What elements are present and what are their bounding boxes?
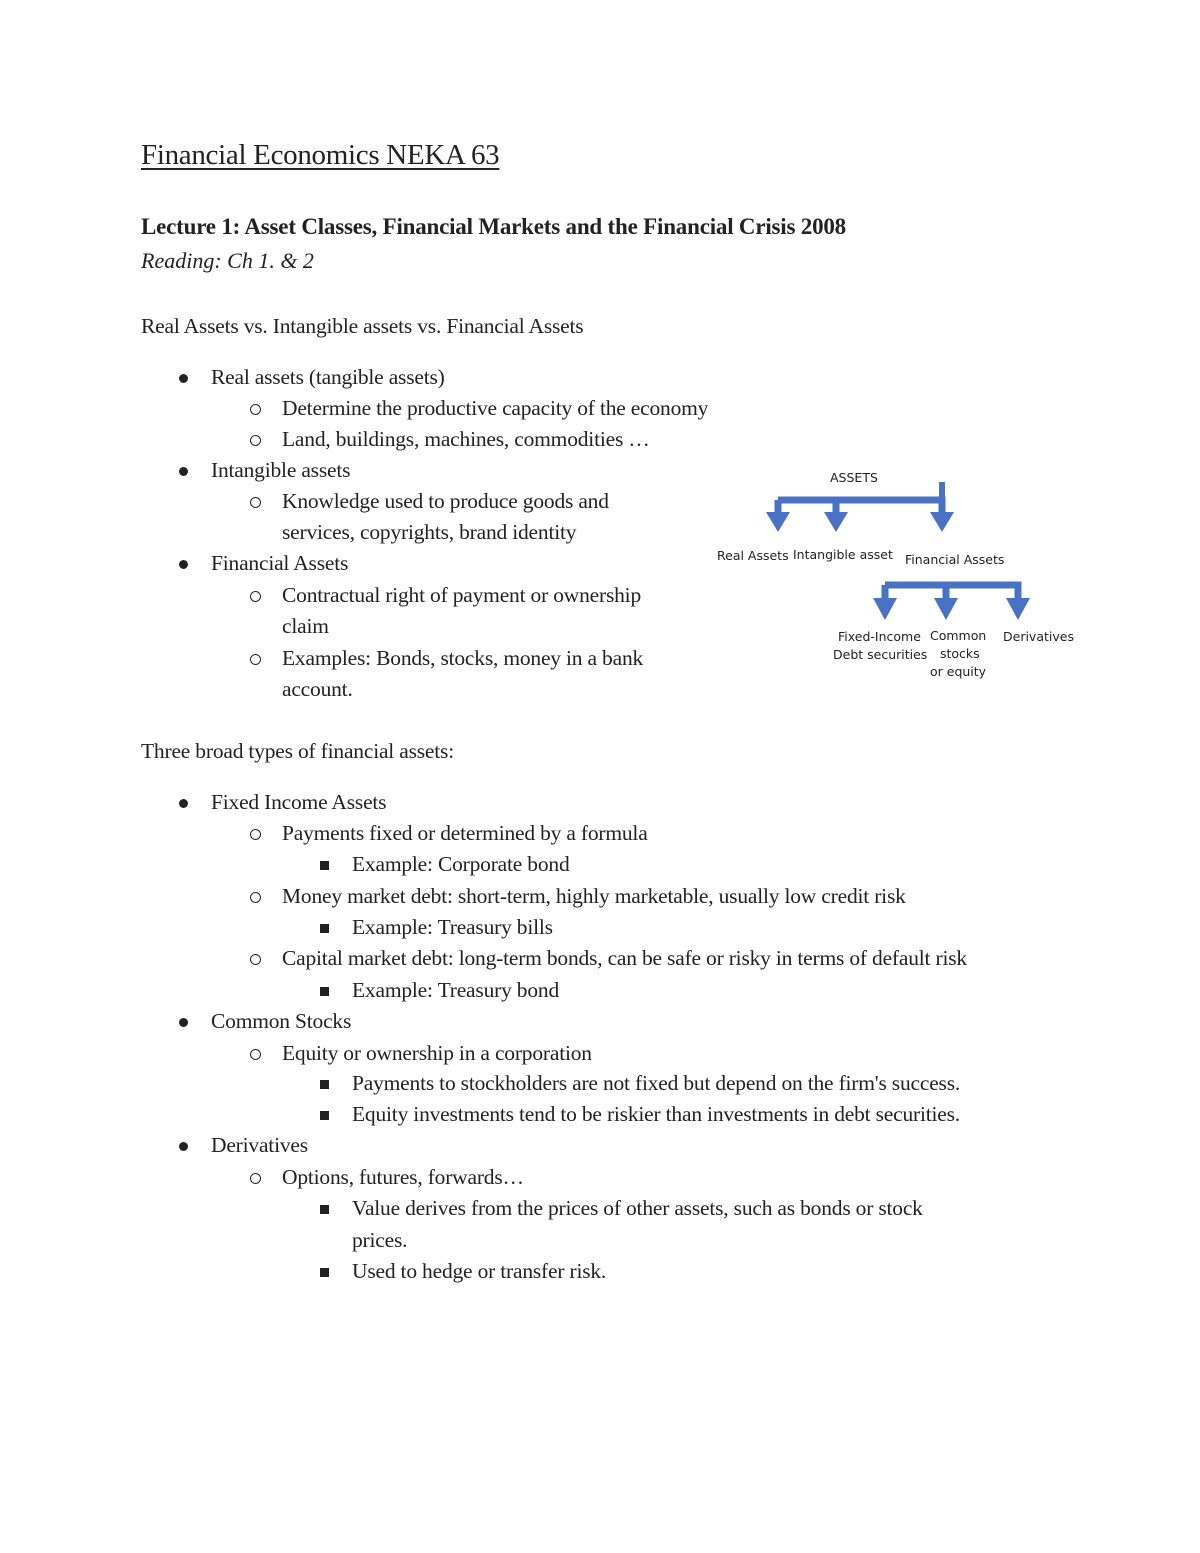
lecture-heading: Lecture 1: Asset Classes, Financial Markets and the Financial Crisis 2008 [141,214,846,239]
bullet-disc [179,1018,188,1027]
bullet-circle [250,829,261,840]
level2-arrows [873,585,1030,620]
bullet-circle [250,591,261,602]
list-item: Capital market debt: long-term bonds, can be safe or risky in terms of default risk [282,946,967,970]
list-item: Payments fixed or determined by a formula [282,821,648,845]
section2-intro: Three broad types of financial assets: [141,739,454,763]
list-item: Value derives from the prices of other assets, such as bonds or stock [352,1196,923,1220]
list-item: Contractual right of payment or ownership [282,583,642,607]
list-item: Examples: Bonds, stocks, money in a bank [282,646,644,670]
reading-note: Reading: Ch 1. & 2 [141,248,314,273]
list-item: Payments to stockholders are not fixed but depend on the firm's success. [352,1071,961,1095]
list-item: Money market debt: short-term, highly marketable, usually low credit risk [282,884,906,908]
bullet-circle [250,497,261,508]
diagram-stocks-label: stocks [940,646,980,661]
bullet-circle [250,892,261,903]
list-item-continuation: claim [282,614,329,638]
bullet-square [320,924,329,933]
list-item: Knowledge used to produce goods and [282,489,609,513]
list-item: Real assets (tangible assets) [211,365,445,389]
bullet-disc [179,1142,188,1151]
list-item-continuation: services, copyrights, brand identity [282,520,577,544]
document-title: Financial Economics NEKA 63 [141,139,500,171]
bullet-disc [179,799,188,808]
bullet-square [320,861,329,870]
list-item: Example: Corporate bond [352,852,570,876]
list-item: Options, futures, forwards… [282,1165,524,1189]
bullet-circle [250,654,261,665]
diagram-intangible-asset-label: Intangible asset [793,547,893,562]
bullet-disc [179,467,188,476]
bullet-circle [250,954,261,965]
list-item-continuation: account. [282,677,353,701]
list-item: Equity investments tend to be riskier than investments in debt securities. [352,1102,960,1126]
bullet-disc [179,374,188,383]
diagram-common-label: Common [930,628,987,643]
diagram-or-equity-label: or equity [930,664,987,679]
list-item: Example: Treasury bond [352,978,559,1002]
section1-intro: Real Assets vs. Intangible assets vs. Financial Assets [141,314,584,338]
level1-arrows [766,482,954,532]
bullet-square [320,1080,329,1089]
list-item: Intangible assets [211,458,351,482]
assets-hierarchy-diagram [700,460,1100,700]
bullet-circle [250,1173,261,1184]
diagram-root-label: ASSETS [830,470,878,485]
list-item: Derivatives [211,1133,308,1157]
bullet-square [320,1111,329,1120]
list-item-continuation: prices. [352,1228,408,1252]
bullet-square [320,1268,329,1277]
bullet-circle [250,435,261,446]
diagram-derivatives-label: Derivatives [1003,629,1074,644]
list-item: Land, buildings, machines, commodities … [282,427,650,451]
list-item: Equity or ownership in a corporation [282,1041,592,1065]
bullet-circle [250,404,261,415]
diagram-debt-securities-label: Debt securities [833,647,928,662]
bullet-square [320,1205,329,1214]
bullet-circle [250,1049,261,1060]
bullet-square [320,987,329,996]
list-item: Determine the productive capacity of the economy [282,396,709,420]
list-item: Example: Treasury bills [352,915,553,939]
list-item: Common Stocks [211,1009,352,1033]
bullet-disc [179,560,188,569]
diagram-real-assets-label: Real Assets [717,548,789,563]
diagram-financial-assets-label: Financial Assets [905,552,1005,567]
list-item: Used to hedge or transfer risk. [352,1259,607,1283]
list-item: Fixed Income Assets [211,790,387,814]
list-item: Financial Assets [211,551,349,575]
diagram-fixed-income-label: Fixed-Income [838,629,921,644]
